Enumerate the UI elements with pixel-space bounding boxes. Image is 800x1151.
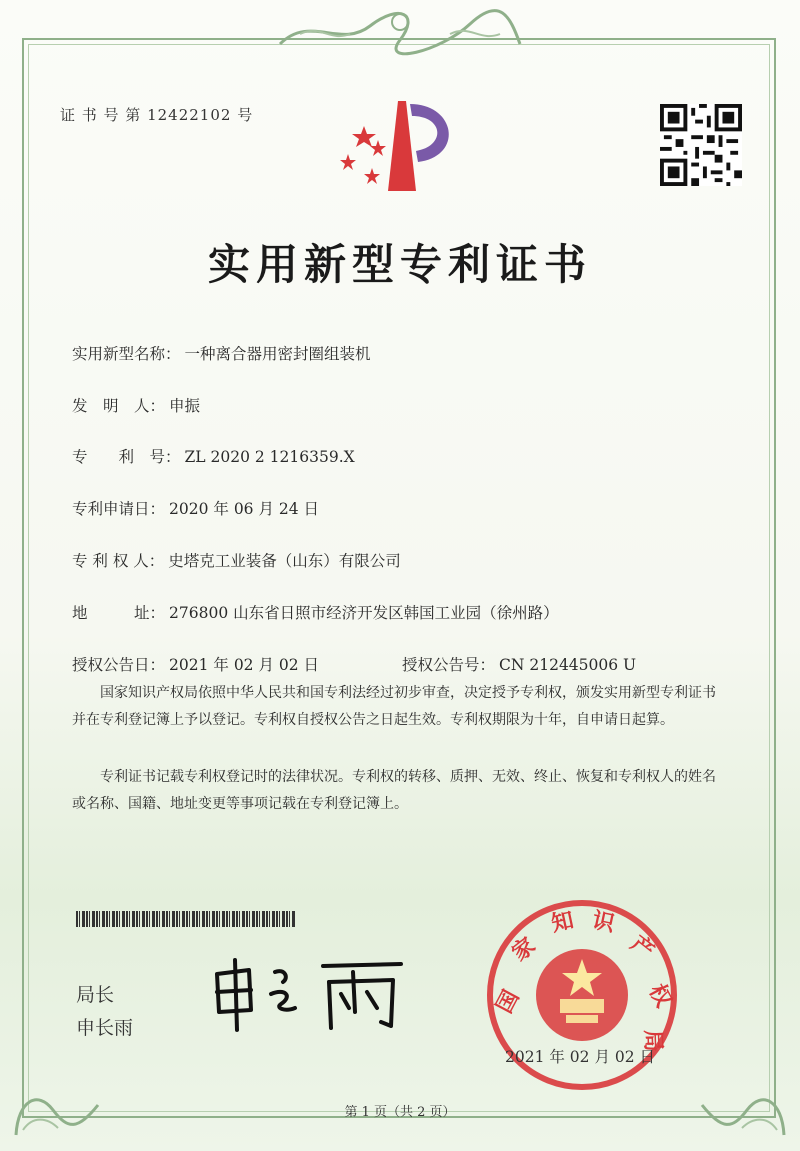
- certificate-number: 12422102: [147, 106, 232, 124]
- field-value: 2021 年 02 月 02 日: [169, 656, 320, 674]
- field-inventor: [72, 394, 200, 416]
- top-ornament-decoration: [270, 4, 530, 56]
- seal-date: 2021 年 02 月 02 日: [505, 1048, 656, 1066]
- field-filing-date: [72, 497, 319, 519]
- svg-text:产: 产: [625, 931, 659, 965]
- field-label: 实用新型名称：: [72, 345, 181, 363]
- svg-text:家: 家: [507, 933, 541, 967]
- certificate-number-label: 证 书 号 第: [60, 106, 142, 124]
- field-value: 一种离合器用密封圈组装机: [184, 345, 371, 363]
- body-paragraph-2: 专利证书记载专利权登记时的法律状况。专利权的转移、质押、无效、终止、恢复和专利权人的姓名或名称、国籍、地址变更等事项记载在专利登记簿上。: [72, 769, 716, 812]
- certificate-number-suffix: 号: [237, 106, 254, 124]
- field-value: 史塔克工业装备（山东）有限公司: [168, 552, 401, 570]
- field-address: [72, 601, 559, 623]
- qr-code-icon: [660, 104, 742, 186]
- director-title: 局长: [76, 984, 115, 1006]
- svg-text:识: 识: [589, 908, 617, 938]
- field-value: 申振: [169, 397, 201, 415]
- field-value: 2020 年 06 月 24 日: [169, 500, 320, 518]
- field-grant-number: [402, 653, 636, 675]
- field-patentee: [72, 549, 401, 571]
- field-patent-number: [72, 445, 355, 467]
- svg-text:权: 权: [643, 980, 676, 1012]
- barcode: [76, 911, 296, 927]
- field-utility-model-name: [72, 342, 371, 364]
- page-title: 实用新型专利证书: [207, 240, 592, 289]
- cnipa-logo-icon: [336, 96, 476, 196]
- field-label: 专利申请日：: [72, 500, 166, 518]
- field-label: 专 利 权 人：: [72, 552, 165, 570]
- field-label: 地 址：: [72, 604, 166, 622]
- field-label: 授权公告日：: [72, 656, 166, 674]
- page-footer: 第 1 页（共 2 页）: [344, 1105, 456, 1120]
- field-value: 276800 山东省日照市经济开发区韩国工业园（徐州路）: [169, 604, 559, 622]
- director-name: 申长雨: [76, 1017, 134, 1039]
- certificate-number-line: [60, 104, 253, 125]
- field-label: 发 明 人：: [72, 397, 166, 415]
- svg-text:知: 知: [549, 908, 577, 938]
- body-paragraph-1: 国家知识产权局依照中华人民共和国专利法经过初步审查，决定授予专利权，颁发实用新型专利证书并在专利登记簿上予以登记。专利权自授权公告之日起生效。专利权期限为十年，自申请日起算。: [72, 685, 716, 728]
- director-signature: [205, 952, 415, 1032]
- field-value: CN 212445006 U: [499, 656, 637, 674]
- field-label: 专 利 号：: [72, 448, 181, 466]
- svg-text:国: 国: [492, 986, 525, 1018]
- svg-text:局: 局: [639, 1029, 666, 1053]
- field-grant-date: [72, 653, 319, 675]
- field-value: ZL 2020 2 1216359.X: [184, 448, 355, 466]
- field-label: 授权公告号：: [402, 656, 496, 674]
